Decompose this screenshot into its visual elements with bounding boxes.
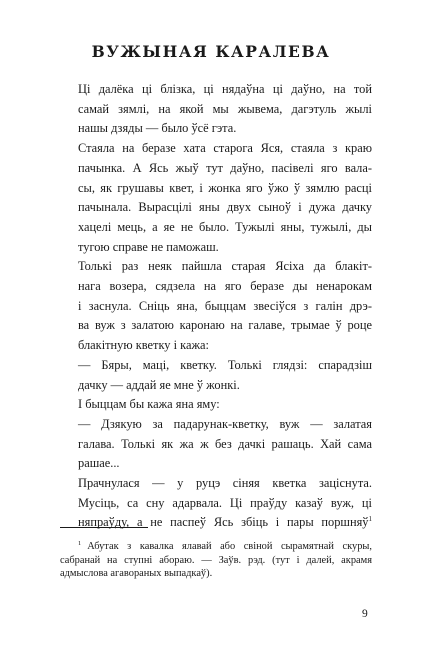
footnote-marker: 1 — [78, 539, 82, 547]
text-line-with-footnote — [60, 513, 372, 533]
text-line: ва вуж з залатою каронаю на галаве, трымае ў роце — [78, 318, 372, 333]
text-line: пачынка. А Ясь жыў тут даўно, пасівелі яго вала- — [78, 160, 372, 175]
text-line: Ці далёка ці блізка, ці нядаўна ці даўно, на той — [78, 82, 372, 96]
text-line-content: няпраўду, а не паспеў Ясь збіць і пары поршняў — [78, 515, 369, 530]
paragraph-7 — [60, 474, 372, 533]
page-number: 9 — [362, 608, 368, 620]
paragraph-3 — [60, 257, 372, 356]
paragraph-5 — [60, 395, 372, 415]
text-line: Прачнулася — у руцэ сіняя кветка заціснута. — [78, 476, 372, 491]
text-line: і заснула. Сніць яна, быццам звесіўся з галін дрэ- — [78, 298, 372, 313]
text-line: нага возера, сядзела на яго беразе ды ненарокам — [78, 279, 372, 294]
footnote-line: адмыслова агавораных выпадкаў). — [60, 568, 213, 580]
chapter-title: ВУЖЫНАЯ КАРАЛЕВА — [91, 42, 331, 61]
text-line: дачку — аддай яе мне ў жонкі. — [78, 377, 240, 392]
footnote — [60, 540, 372, 581]
text-line: галава. Толькі як жа ж без дачкі рашаць. Хай сама — [78, 436, 372, 451]
text-line: — Дзякую за падарунак-кветку, вуж — залатая — [78, 416, 372, 431]
footnote-text: Абутак з кавалка ялавай або свіной сырамятнай скуры, — [87, 541, 372, 552]
footnote-reference: 1 — [368, 515, 372, 524]
text-line: тугою справе не паможаш. — [78, 239, 219, 254]
text-line: сы, як грушавы квет, і жонка яго ўжо ў зямлю расці — [78, 180, 372, 195]
paragraph-2 — [60, 139, 372, 257]
footnote-line: сабранай на ступні абораю. — Заўв. рэд. (тут і далей, акрамя — [60, 554, 372, 566]
paragraph-1 — [60, 80, 372, 139]
text-line: рашае... — [78, 456, 120, 471]
paragraph-6 — [60, 415, 372, 474]
paragraph-4 — [60, 356, 372, 395]
text-line: самай зямлі, на якой мы жывема, дагэтуль жылі — [78, 101, 372, 116]
text-line: хацелі мець, а яе не было. Тужылі яны, тужылі, ды — [78, 219, 372, 234]
footnote-line — [60, 540, 372, 554]
footnote-divider — [60, 527, 148, 528]
text-line: — Бяры, маці, кветку. Толькі глядзі: спарадзіш — [78, 357, 372, 372]
body-text — [60, 80, 372, 533]
text-line: І быццам бы кажа яна яму: — [78, 397, 220, 412]
text-line: блакітную кветку і кажа: — [78, 338, 209, 353]
text-line: пачынала. Вырасцілі яны двух сыноў і дужа дачку — [78, 200, 372, 215]
text-line: Толькі раз неяк пайшла старая Ясіха да блакіт- — [78, 259, 372, 274]
text-line: Мусіць, са сну адарвала. Ці праўду казаў вуж, ці — [78, 495, 372, 510]
text-line: нашы дзяды — было ўсё гэта. — [78, 121, 237, 136]
text-line: Стаяла на беразе хата старога Яся, стаяла з краю — [78, 141, 372, 156]
